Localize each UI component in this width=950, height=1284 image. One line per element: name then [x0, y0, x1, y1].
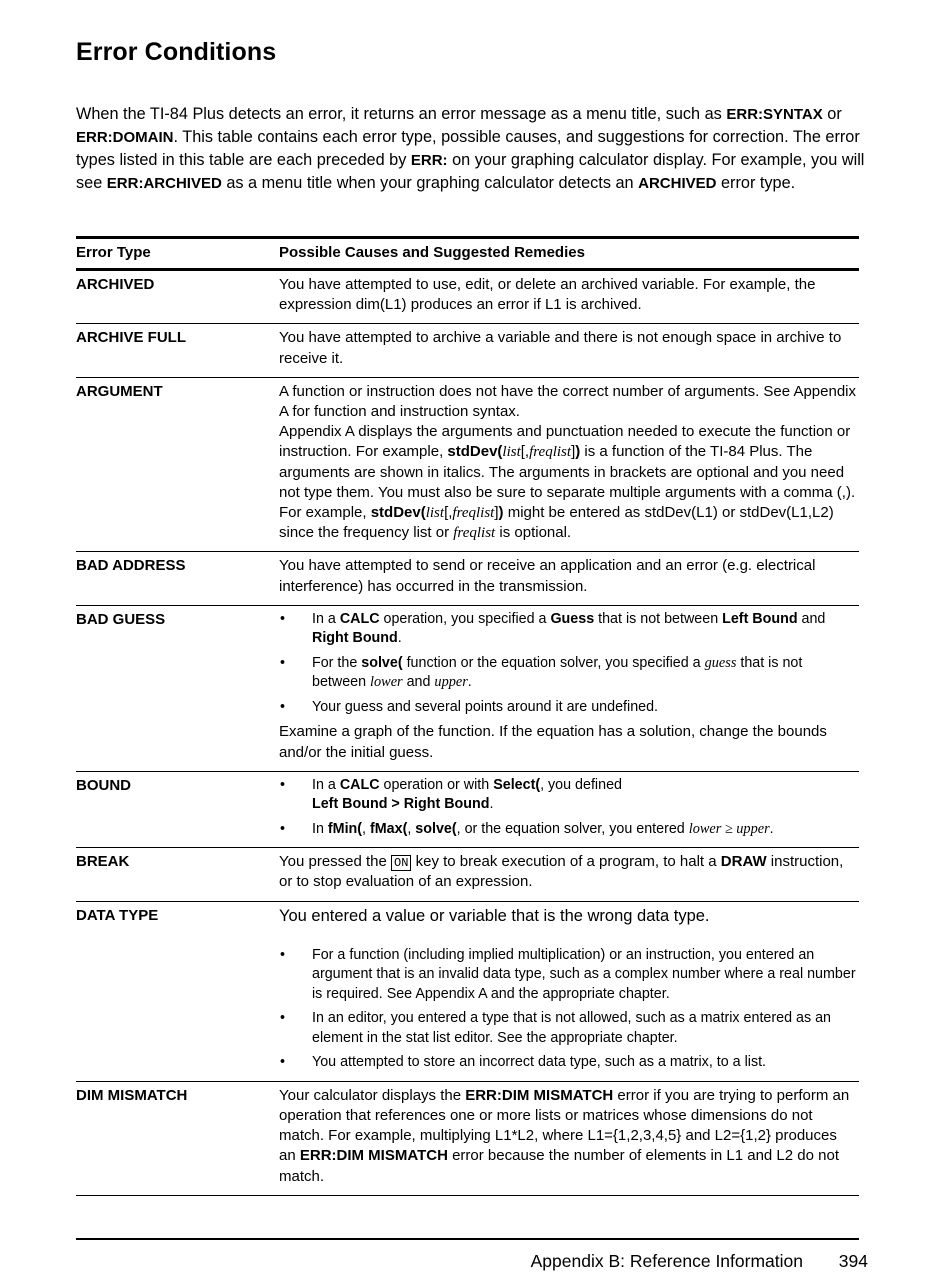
- list-item: [279, 776, 857, 815]
- desc-text: A function or instruction does not have the correct number of arguments. See Appendix A for function and instruction syntax.: [279, 382, 857, 421]
- desc-text: ]: [494, 504, 499, 522]
- desc-text: You pressed the: [279, 853, 392, 871]
- intro-text: on your graphing calculator display. For example, you will see: [76, 151, 865, 192]
- intro-text: When the TI-84 Plus detects an error, it returns an error message as a menu title, such as: [76, 105, 727, 123]
- error-table: [76, 236, 859, 1196]
- arg-italic: list: [425, 505, 445, 522]
- desc-text: .: [769, 820, 774, 837]
- list-item: [279, 610, 857, 649]
- on-key-icon: ON: [391, 855, 411, 871]
- page-title: Error Conditions: [76, 38, 277, 66]
- list-item: • In an editor, you entered a type that is not allowed, such as a matrix entered as an element in the stat list editor. See the appropriate chapter.: [279, 1009, 857, 1048]
- keyword: ERR:DIM MISMATCH: [299, 1147, 448, 1165]
- list-item: • You attempted to store an incorrect data type, such as a matrix, to a list.: [279, 1053, 857, 1073]
- table-row: [76, 901, 859, 1081]
- arg-italic: guess: [704, 654, 737, 671]
- desc-text: might be entered as stdDev(L1) or stdDev(L1,L2) since the frequency list or: [279, 504, 834, 542]
- error-desc-archive-full: You have attempted to archive a variable and there is not enough space in archive to receive it.: [279, 324, 859, 377]
- keyword: Left Bound: [722, 610, 798, 627]
- arg-italic: lower ≥ upper: [688, 820, 770, 837]
- desc-text: In a: [312, 610, 340, 627]
- table-row: [76, 324, 859, 377]
- table-row: [76, 771, 859, 848]
- intro-text: as a menu title when your graphing calculator detects an: [221, 174, 639, 192]
- function-name: stdDev(: [370, 504, 426, 522]
- desc-text: operation or with: [379, 776, 494, 793]
- error-type-bad-address: BAD ADDRESS: [76, 552, 279, 605]
- intro-paragraph: [76, 103, 866, 195]
- keyword: Select(: [493, 776, 541, 793]
- error-type-argument: ARGUMENT: [76, 377, 279, 552]
- desc-text: .: [397, 630, 402, 647]
- error-desc-bound: [279, 771, 859, 848]
- desc-text: Appendix A displays the arguments and punctuation needed to execute the function or instruction. For example,: [279, 423, 851, 461]
- col-header-causes: Possible Causes and Suggested Remedies: [279, 238, 859, 270]
- error-type-bound: BOUND: [76, 771, 279, 848]
- intro-keyword: ERR:DOMAIN: [76, 129, 174, 146]
- error-type-data-type: DATA TYPE: [76, 901, 279, 1081]
- table-row: [76, 552, 859, 605]
- error-desc-archived: You have attempted to use, edit, or delete an archived variable. For example, the expression dim(L1) produces an error if L1 is archived.: [279, 270, 859, 324]
- desc-text: error if you are trying to perform an operation that references one or more lists or matrices whose dimensions do not match. For example, multiplying L1*L2, where L1={1,2,3,4,5} and L2={1,2} produces an: [279, 1086, 850, 1165]
- list-item: [279, 820, 857, 840]
- keyword: DRAW: [720, 853, 767, 871]
- table-row: [76, 605, 859, 771]
- bullet-list: [279, 946, 857, 1073]
- desc-text: error because the number of elements in L1 and L2 do not match.: [279, 1147, 839, 1185]
- desc-text: ,: [362, 820, 370, 837]
- table-header-row: [76, 238, 859, 270]
- desc-text: .: [489, 796, 494, 813]
- keyword: Left Bound > Right Bound: [312, 796, 490, 813]
- footer-divider: [76, 1238, 859, 1240]
- bullet-list: [279, 776, 857, 840]
- table-row: [76, 270, 859, 324]
- desc-text: ,: [407, 820, 416, 837]
- function-name: stdDev(: [447, 443, 503, 461]
- desc-text: Your calculator displays the: [279, 1086, 466, 1104]
- error-desc-data-type: [279, 901, 859, 1081]
- intro-keyword: ARCHIVED: [638, 175, 717, 192]
- error-desc-bad-guess: [279, 605, 859, 771]
- table-row: [76, 1081, 859, 1195]
- desc-text: , or the equation solver, you entered: [456, 820, 689, 837]
- desc-text: In a: [312, 776, 340, 793]
- desc-text: Examine a graph of the function. If the equation has a solution, change the bounds and/or the initial guess.: [279, 723, 827, 761]
- page-number: 394: [838, 1251, 868, 1271]
- error-desc-bad-address: You have attempted to send or receive an application and an error (e.g. electrical interference) has occurred in the transmission.: [279, 552, 859, 605]
- arg-italic: lower: [370, 674, 403, 691]
- col-header-error-type: Error Type: [76, 238, 279, 270]
- list-item: [279, 654, 857, 693]
- intro-text: . This table contains each error type, possible causes, and suggestions for correction. The error types listed in this table are each preceded by: [76, 128, 860, 169]
- desc-text: is optional.: [495, 524, 572, 542]
- desc-text: [,: [520, 443, 530, 461]
- intro-keyword: ERR:: [410, 152, 448, 169]
- arg-italic: freqlist: [453, 525, 496, 542]
- arg-italic: upper: [434, 674, 468, 691]
- intro-keyword: ERR:ARCHIVED: [106, 175, 222, 192]
- desc-lead: You entered a value or variable that is the wrong data type.: [279, 906, 710, 925]
- function-name: ): [498, 504, 504, 522]
- arg-italic: freqlist: [529, 444, 572, 461]
- table-row: [76, 377, 859, 552]
- desc-text: [,: [444, 504, 453, 522]
- desc-text: .: [467, 674, 472, 691]
- error-type-bad-guess: BAD GUESS: [76, 605, 279, 771]
- desc-text: that is not between: [594, 610, 723, 627]
- desc-text: For the: [312, 654, 362, 671]
- error-desc-dim-mismatch: [279, 1081, 859, 1195]
- error-type-archived: ARCHIVED: [76, 270, 279, 324]
- arg-italic: list: [502, 444, 521, 461]
- desc-text: operation, you specified a: [379, 610, 551, 627]
- keyword: solve(: [415, 820, 457, 837]
- keyword: CALC: [339, 610, 380, 627]
- arg-italic: freqlist: [452, 505, 495, 522]
- footer-section-title: Appendix B: Reference Information: [530, 1251, 803, 1271]
- function-name: ): [575, 443, 581, 461]
- list-item: • For a function (including implied multiplication) or an instruction, you entered an argument that is an invalid data type, such as a complex number where a real number is required. See Appendix A and the appropriate chapter.: [279, 946, 857, 1005]
- error-type-dim-mismatch: DIM MISMATCH: [76, 1081, 279, 1195]
- error-desc-break: [279, 848, 859, 901]
- keyword: solve(: [361, 654, 403, 671]
- desc-text: , you defined: [540, 776, 622, 793]
- error-desc-argument: [279, 377, 859, 552]
- desc-text: ]: [571, 443, 576, 461]
- list-item: • Your guess and several points around it are undefined.: [279, 698, 857, 718]
- desc-text: In: [312, 820, 328, 837]
- table-row: [76, 848, 859, 901]
- keyword: Guess: [550, 610, 595, 627]
- desc-text: key to break execution of a program, to halt a: [411, 853, 721, 871]
- keyword: CALC: [339, 776, 380, 793]
- intro-keyword: ERR:SYNTAX: [726, 106, 823, 123]
- desc-text: and: [797, 610, 826, 627]
- desc-text: instruction, or to stop evaluation of an expression.: [279, 853, 844, 891]
- desc-text: is a function of the TI-84 Plus. The arguments are shown in italics. The arguments in brackets are optional and you need not type them. You must also be sure to separate multiple arguments with a comma (,). For example,: [279, 443, 856, 522]
- desc-text: and: [402, 674, 435, 691]
- keyword: fMin(: [327, 820, 363, 837]
- desc-text: that is not between: [312, 654, 803, 691]
- keyword: Right Bound: [312, 630, 398, 647]
- keyword: fMax(: [370, 820, 408, 837]
- bullet-list: [279, 610, 857, 718]
- error-type-break: BREAK: [76, 848, 279, 901]
- intro-text: or: [822, 105, 842, 123]
- keyword: ERR:DIM MISMATCH: [465, 1086, 614, 1104]
- desc-text: function or the equation solver, you specified a: [402, 654, 705, 671]
- intro-text: error type.: [716, 174, 796, 192]
- error-type-archive-full: ARCHIVE FULL: [76, 324, 279, 377]
